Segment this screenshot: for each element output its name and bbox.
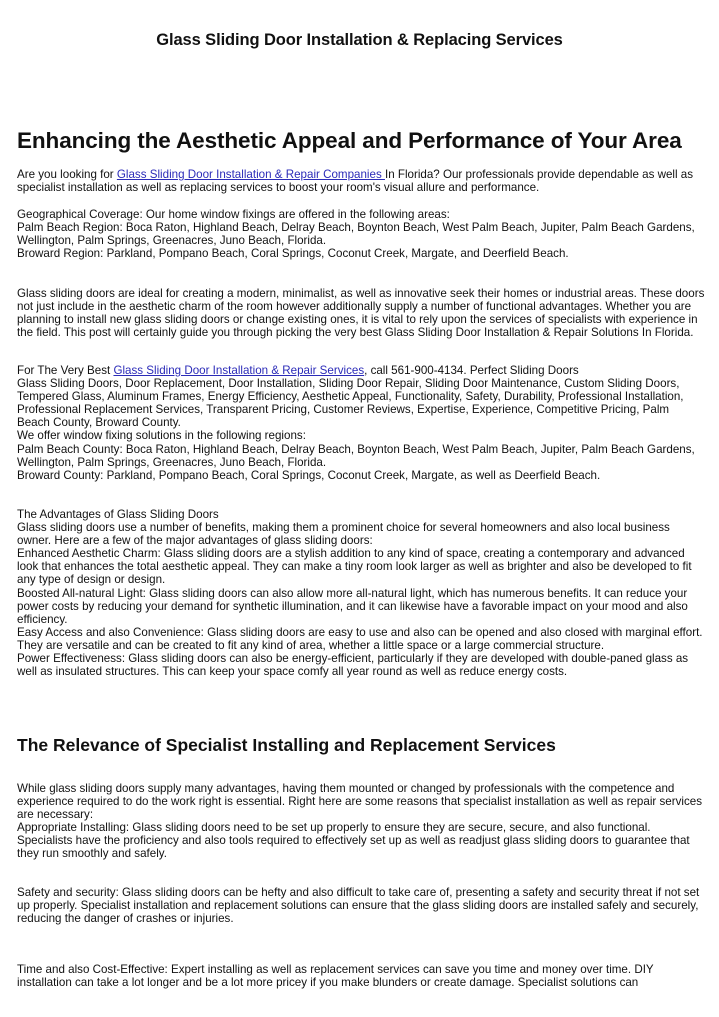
intro-text-before: Are you looking for: [17, 168, 117, 181]
companies-link[interactable]: Glass Sliding Door Installation & Repair Companies: [116, 168, 385, 181]
best-text-after: , call 561-900-4134. Perfect Sliding Doors: [364, 364, 579, 377]
best-services-paragraph: [17, 364, 705, 482]
services-link[interactable]: Glass Sliding Door Installation & Repair Services: [113, 364, 365, 377]
relevance-paragraph: While glass sliding doors supply many advantages, having them mounted or changed by professionals with the competence and experience required to do the work right is essential. Right here are some reasons that specialist installation as well as repair services are necessary: Appropriate Installing: Glass sliding doors need to be set up properly to ensure they are secure, secure, and also functional. Specialists have the proficiency and also tools required to effectively set up as well as readjust glass sliding doors to guarantee that they run smoothly and safely.: [17, 782, 703, 861]
best-text-before: For The Very Best: [17, 364, 114, 377]
document-title: Glass Sliding Door Installation & Replacing Services: [156, 31, 563, 49]
heading-relevance: The Relevance of Specialist Installing and Replacement Services: [17, 735, 556, 755]
safety-paragraph: Safety and security: Glass sliding doors can be hefty and also difficult to take care of, presenting a safety and security threat if not set up properly. Specialist installation and replacement solutions can ensure that the glass sliding doors are installed safely and securely, reducing the danger of crashes or injuries.: [17, 886, 700, 926]
ideal-paragraph: Glass sliding doors are ideal for creating a modern, minimalist, as well as innovative seek their homes or industrial areas. These doors not just include in the aesthetic charm of the room however additionally supply a number of functional advantages. Whether you are planning to install new glass sliding doors or change existing ones, it is vital to rely upon the services of specialists with experience in the field. This post will certainly guide you through picking the very best Glass Sliding Door Installation & Repair Solutions In Florida.: [17, 287, 705, 340]
intro-text-after: In Florida? Our professionals provide dependable as well as specialist installation as well as replacing services to boost your room's visual allure and performance.: [17, 168, 694, 195]
best-text-rest: Glass Sliding Doors, Door Replacement, Door Installation, Sliding Door Repair, Sliding Door Maintenance, Custom Sliding Doors, Tempered Glass, Aluminum Frames, Energy Efficiency, Aesthetic Appeal, Functionality, Safety, Durability, Professional Installation, Professional Replacement Services, Transparent Pricing, Customer Reviews, Expertise, Experience, Competitive Pricing, Palm Beach County, Broward County. We offer window fixing solutions in the following regions: Palm Beach County: Boca Raton, Highland Beach, Delray Beach, Boynton Beach, West Palm Beach, Jupiter, Palm Beach Gardens, Wellington, Palm Springs, Greenacres, Juno Beach, Florida. Broward County: Parkland, Pompano Beach, Coral Springs, Coconut Creek, Margate, as well as Deerfield Beach.: [17, 377, 695, 482]
coverage-paragraph: Geographical Coverage: Our home window fixings are offered in the following areas: Palm Beach Region: Boca Raton, Highland Beach, Delray Beach, Boynton Beach, West Palm Beach, Jupiter, Palm Beach Gardens, Wellington, Palm Springs, Greenacres, Juno Beach, Florida. Broward Region: Parkland, Pompano Beach, Coral Springs, Coconut Creek, Margate, and Deerfield Beach.: [17, 208, 695, 261]
heading-aesthetic-appeal: Enhancing the Aesthetic Appeal and Performance of Your Area: [17, 128, 682, 153]
intro-paragraph: [17, 168, 705, 194]
time-paragraph: Time and also Cost-Effective: Expert installing as well as replacement services can save you time and money over time. DIY installation can take a lot longer and be a lot more pricey if you make blunders or create damage. Specialist solutions can: [17, 963, 654, 990]
advantages-paragraph: The Advantages of Glass Sliding Doors Glass sliding doors use a number of benefits, making them a prominent choice for several homeowners and also local business owner. Here are a few of the major advantages of glass sliding doors: Enhanced Aesthetic Charm: Glass sliding doors are a stylish addition to any kind of space, creating a contemporary and advanced look that enhances the total aesthetic appeal. They can make a tiny room look larger as well as brighter and also be developed to fit any type of design or design. Boosted All-natural Light: Glass sliding doors can also allow more all-natural light, which has numerous benefits. It can reduce your power costs by reducing your demand for synthetic illumination, and it can likewise have a favorable impact on your mood and also efficiency. Easy Access and also Convenience: Glass sliding doors are easy to use and also can be opened and also closed with marginal effort. They are versatile and can be created to fit any kind of area, whether a little space or a large commercial structure. Power Effectiveness: Glass sliding doors can also be energy-efficient, particularly if they are developed with double-paned glass as well as insulated structures. This can keep your space comfy all year round as well as reduce energy costs.: [17, 508, 703, 679]
